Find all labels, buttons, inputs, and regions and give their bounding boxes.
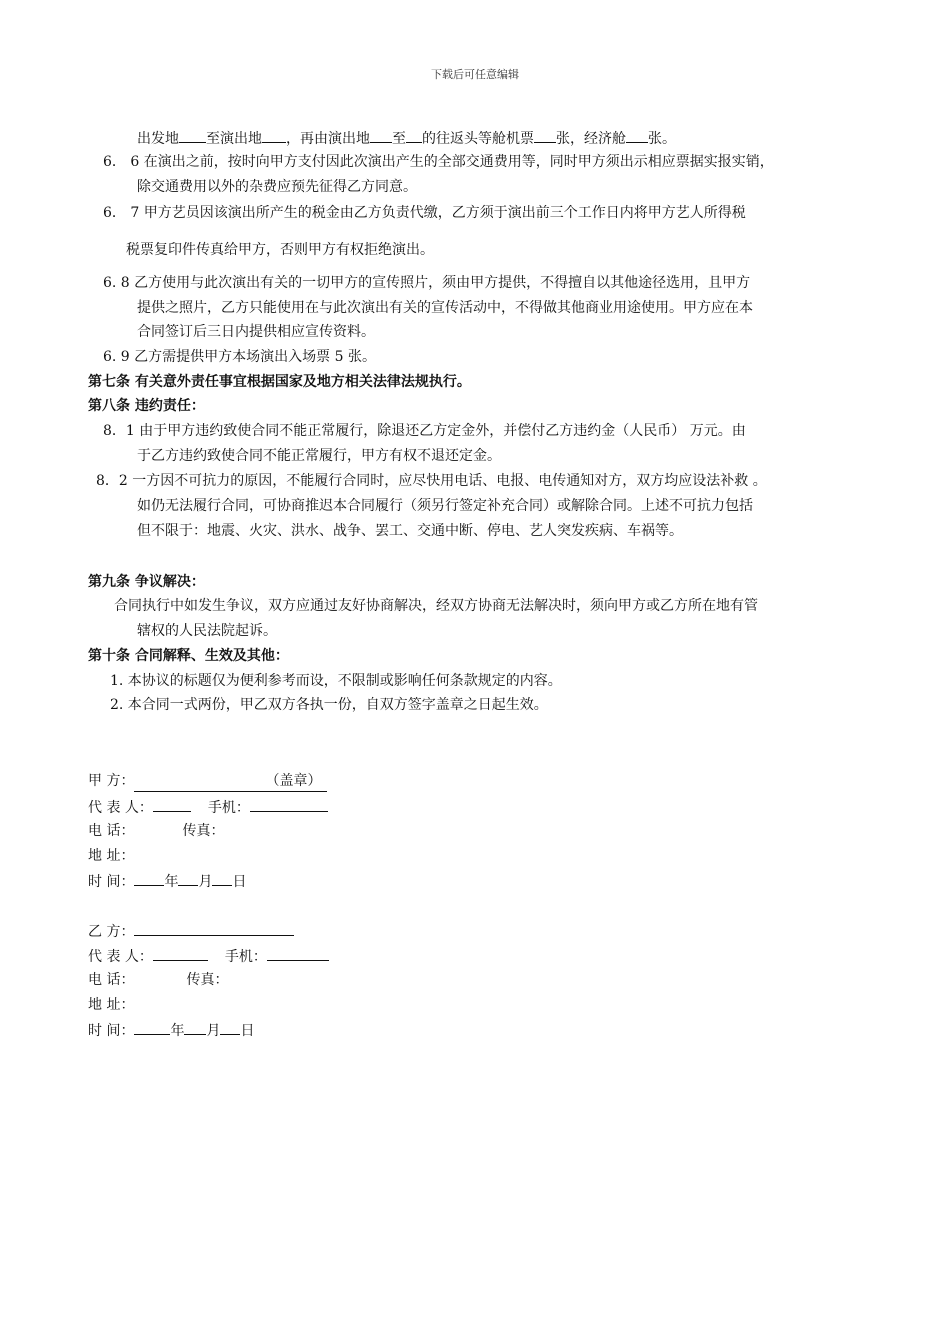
phone-label: 电 话： xyxy=(88,972,135,988)
month-text: 月 xyxy=(198,874,213,890)
blank-field[interactable] xyxy=(262,127,286,143)
year-text: 年 xyxy=(164,874,179,890)
party-a-address-row xyxy=(88,846,134,866)
article-10-heading: 第十条 合同解释、生效及其他： xyxy=(88,648,289,664)
blank-field[interactable] xyxy=(179,127,206,143)
text-segment: 张。 xyxy=(648,131,676,147)
rep-field[interactable] xyxy=(153,945,208,961)
party-b-time-row xyxy=(88,1019,254,1041)
text-segment: 张，经济舱 xyxy=(556,131,626,147)
text-segment: 出发地 xyxy=(137,131,179,147)
clause-6-5-continuation xyxy=(137,127,676,149)
address-label: 地 址： xyxy=(88,997,135,1013)
blank-field[interactable] xyxy=(370,127,392,143)
mobile-label: 手机： xyxy=(224,949,267,965)
year-text: 年 xyxy=(170,1023,185,1039)
party-a-row xyxy=(88,771,327,792)
clause-6-8-cont-1: 提供之照片，乙方只能使用在与此次演出有关的宣传活动中，不得做其他商业用途使用。甲方应在本 xyxy=(137,300,753,316)
blank-field[interactable] xyxy=(626,127,648,143)
day-field[interactable] xyxy=(220,1019,240,1035)
article-7-heading: 第七条 有关意外责任事宜根据国家及地方相关法律法规执行。 xyxy=(88,374,471,390)
clause-8-1: 8．1 由于甲方违约致使合同不能正常履行，除退还乙方定金外，并偿付乙方违约金（人民币） 万元。由 xyxy=(103,423,746,439)
blank-field[interactable] xyxy=(406,127,422,143)
text-segment: 的往返头等舱机票 xyxy=(422,131,534,147)
rep-label: 代 表 人： xyxy=(88,800,153,816)
time-label: 时 间： xyxy=(88,874,135,890)
text-segment: 至演出地 xyxy=(206,131,262,147)
text-segment: 至 xyxy=(392,131,406,147)
year-field[interactable] xyxy=(134,870,164,886)
text-segment: ，再由演出地 xyxy=(286,131,370,147)
mobile-field[interactable] xyxy=(250,796,328,812)
party-a-rep-row xyxy=(88,796,328,818)
clause-6-8-cont-2: 合同签订后三日内提供相应宣传资料。 xyxy=(137,324,375,340)
day-field[interactable] xyxy=(212,870,232,886)
party-a-name-field[interactable] xyxy=(134,771,327,792)
clause-6-6: 6． 6 在演出之前，按时向甲方支付因此次演出产生的全部交通费用等，同时甲方须出示相应票据实报实销， xyxy=(103,154,774,170)
party-b-rep-row xyxy=(88,945,329,967)
month-text: 月 xyxy=(206,1023,221,1039)
clause-8-1-cont: 于乙方违约致使合同不能正常履行，甲方有权不退还定金。 xyxy=(137,448,501,464)
article-9-body-cont: 辖权的人民法院起诉。 xyxy=(137,623,277,639)
seal-text: （盖章） xyxy=(265,773,322,789)
article-9-heading: 第九条 争议解决： xyxy=(88,574,205,590)
clause-6-8: 6. 8 乙方使用与此次演出有关的一切甲方的宣传照片，须由甲方提供，不得擅自以其他途径选用，且甲方 xyxy=(103,275,751,291)
clause-8-2-cont-2: 但不限于：地震、火灾、洪水、战争、罢工、交通中断、停电、艺人突发疾病、车祸等。 xyxy=(137,523,683,539)
article-9-body: 合同执行中如发生争议，双方应通过友好协商解决，经双方协商无法解决时，须向甲方或乙方所在地有管 xyxy=(114,598,758,614)
article-10-item-1: 1. 本协议的标题仅为便利参考而设，不限制或影响任何条款规定的内容。 xyxy=(110,673,562,689)
clause-6-9: 6. 9 乙方需提供甲方本场演出入场票 5 张。 xyxy=(103,349,376,365)
party-a-time-row xyxy=(88,870,246,892)
clause-8-2-cont-1: 如仍无法履行合同，可协商推迟本合同履行（须另行签定补充合同）或解除合同。上述不可抗力包括 xyxy=(137,498,753,514)
address-label: 地 址： xyxy=(88,848,135,864)
party-a-phone-row xyxy=(88,821,224,841)
clause-6-6-cont: 除交通费用以外的杂费应预先征得乙方同意。 xyxy=(137,179,417,195)
fax-label: 传真： xyxy=(182,823,225,839)
mobile-field[interactable] xyxy=(267,945,329,961)
phone-label: 电 话： xyxy=(88,823,135,839)
rep-label: 代 表 人： xyxy=(88,949,153,965)
article-8-heading: 第八条 违约责任： xyxy=(88,398,205,414)
blank-field[interactable] xyxy=(534,127,556,143)
party-a-label: 甲 方： xyxy=(88,773,135,789)
rep-field[interactable] xyxy=(153,796,191,812)
month-field[interactable] xyxy=(184,1019,206,1035)
page-header: 下载后可任意编辑 xyxy=(431,68,519,81)
party-b-label: 乙 方： xyxy=(88,924,135,940)
clause-8-2: 8．2 一方因不可抗力的原因，不能履行合同时，应尽快用电话、电报、电传通知对方，双方均应设法补救 。 xyxy=(96,473,767,489)
day-text: 日 xyxy=(240,1023,255,1039)
fax-label: 传真： xyxy=(186,972,229,988)
clause-6-7-cont: 税票复印件传真给甲方，否则甲方有权拒绝演出。 xyxy=(126,242,434,258)
article-10-item-2: 2. 本合同一式两份，甲乙双方各执一份，自双方签字盖章之日起生效。 xyxy=(110,697,548,713)
clause-6-7: 6． 7 甲方艺员因该演出所产生的税金由乙方负责代缴，乙方须于演出前三个工作日内将甲方艺人所得税 xyxy=(103,205,746,221)
month-field[interactable] xyxy=(178,870,198,886)
party-b-name-field[interactable] xyxy=(134,920,294,936)
party-b-address-row xyxy=(88,995,134,1015)
party-b-row xyxy=(88,920,294,942)
time-label: 时 间： xyxy=(88,1023,135,1039)
year-field[interactable] xyxy=(134,1019,170,1035)
party-b-phone-row xyxy=(88,970,228,990)
mobile-label: 手机： xyxy=(207,800,250,816)
day-text: 日 xyxy=(232,874,247,890)
